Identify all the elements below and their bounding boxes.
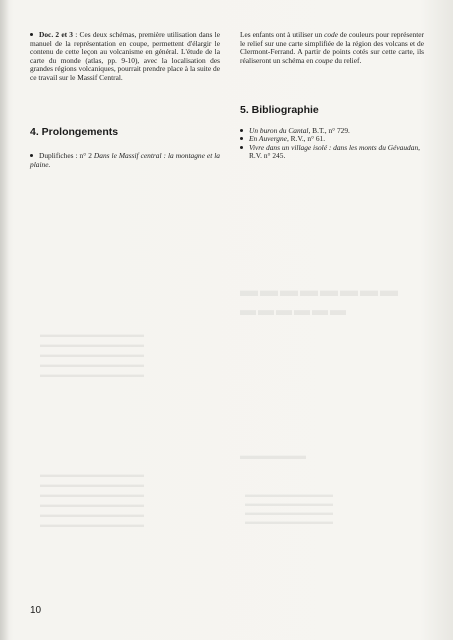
show-through-decoration: ▬▬▬▬▬▬▬▬▬▬▬ ▬▬▬▬▬▬▬▬▬▬▬ ▬▬▬▬▬▬▬▬▬▬▬ ▬▬▬▬▬▬▬▬▬▬▬ [245,490,333,526]
bullet-icon [30,33,33,36]
bibliography-title: Vivre dans un village isolé : dans les monts du Gévaudan [249,142,419,152]
bullet-icon [240,137,243,140]
right-column [240,31,424,65]
bullet-icon [240,129,243,132]
show-through-decoration: ▬▬▬▬▬▬▬▬▬▬▬▬▬ ▬▬▬▬▬▬▬▬▬▬▬▬▬ ▬▬▬▬▬▬▬▬▬▬▬▬▬ ▬▬▬▬▬▬▬▬▬▬▬▬▬ ▬▬▬▬▬▬▬▬▬▬▬▬▬ ▬▬▬▬▬▬▬▬▬▬▬▬▬ [40,470,144,529]
show-through-decoration: ▬▬▬▬▬▬ [240,302,348,319]
bullet-icon [240,146,243,149]
show-through-decoration: ▬▬▬▬▬▬ [240,450,306,462]
prolongements-item [30,152,220,169]
bibliography-title: Un buron du Cantal [249,126,309,135]
prolongements-prefix: Duplifiches : n° 2 [39,151,94,160]
prolongements-title: Dans le Massif central : la montagne et la plaine. [30,151,220,169]
page-number: 10 [30,605,42,616]
doc-paragraph-text: : Ces deux schémas, première utilisation dans le manuel de la représentation en coupe, permettent d'élargir le contenu de cette leçon au volcanisme en général. L'étude de la carte du monde (atlas, pp. 9-10), avec la localisation des grandes régions volcaniques, pourrait prendre place à la suite de ce travail sur le Massif Central. [30,30,220,82]
bibliography-ref: , R.V. n° 245. [249,142,420,161]
section-heading-prolongements: 4. Prolongements [30,126,119,138]
left-column [30,31,220,83]
show-through-decoration: ▬▬▬▬▬▬▬▬ [240,280,400,300]
doc-paragraph [30,31,220,83]
bibliography-title: En Auvergne [249,134,287,144]
bibliography-ref: , R.V., n° 61. [286,134,326,144]
intro-italic-coupe: coupe [315,55,333,65]
binding-shadow [0,0,9,640]
bibliography-ref: , B.T., n° 729. [308,126,350,135]
bibliography-list [240,127,424,161]
intro-text-2: de couleurs pour représenter le relief sur une carte simplifiée de la région des volcans et de Clermont-Ferrand. A partir de points cotés sur cette carte, ils réaliseront un schéma en [240,30,424,65]
intro-text-1: Les enfants ont à utiliser un [240,30,325,39]
bibliography-item [240,144,424,161]
section-heading-bibliographie: 5. Bibliographie [240,104,319,116]
intro-text-3: du relief. [332,55,362,65]
doc-reference: Doc. 2 et 3 [39,30,73,39]
intro-italic-code: code [324,30,339,39]
intro-paragraph [240,31,424,65]
show-through-decoration: ▬▬▬▬▬▬▬▬▬▬▬▬▬ ▬▬▬▬▬▬▬▬▬▬▬▬▬ ▬▬▬▬▬▬▬▬▬▬▬▬▬ ▬▬▬▬▬▬▬▬▬▬▬▬▬ ▬▬▬▬▬▬▬▬▬▬▬▬▬ [40,330,144,379]
bullet-icon [30,154,33,157]
